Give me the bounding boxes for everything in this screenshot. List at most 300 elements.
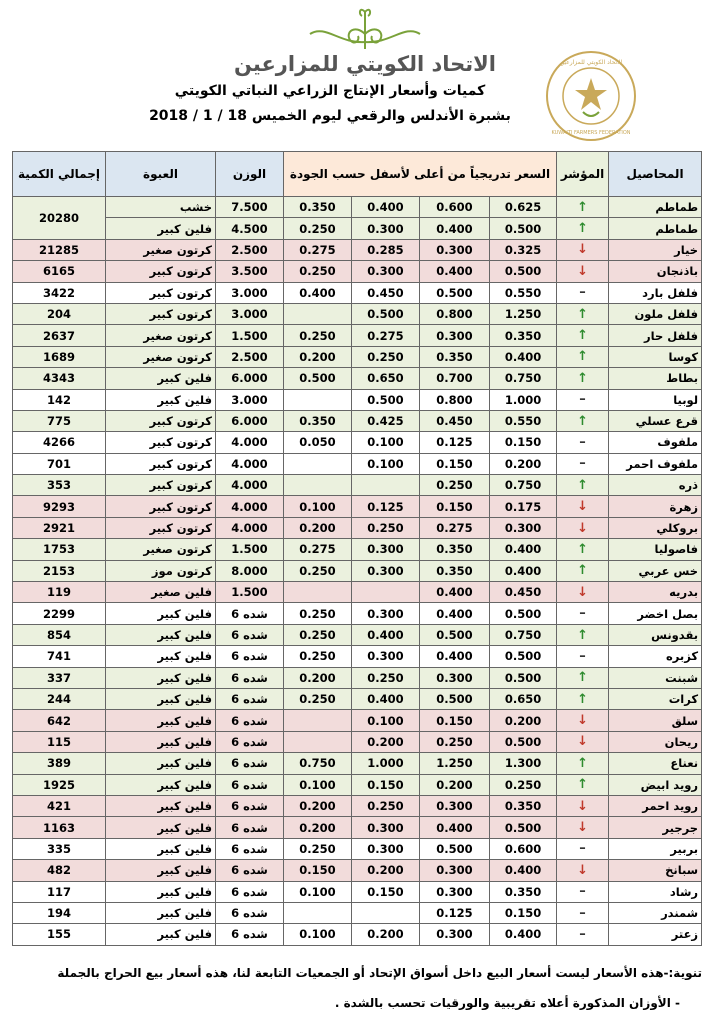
weight-cell: 6 شده (216, 731, 284, 752)
total-quantity-cell: 117 (13, 881, 106, 902)
weight-cell: 6 شده (216, 710, 284, 731)
price-cell-2: 0.250 (420, 475, 490, 496)
indicator-arrow-icon: ↓ (557, 261, 609, 282)
package-cell: فلين كبير (106, 603, 216, 624)
header-weight: الوزن (216, 152, 284, 197)
price-cell-1: 0.500 (490, 261, 557, 282)
price-cell-1: 0.250 (490, 774, 557, 795)
total-quantity-cell: 389 (13, 753, 106, 774)
price-cell-2: 0.400 (420, 646, 490, 667)
price-cell-4: 0.250 (284, 325, 352, 346)
table-row (13, 453, 702, 474)
price-cell-3: 0.300 (352, 539, 420, 560)
product-name-cell: خس عربي (609, 560, 702, 581)
indicator-arrow-icon: – (557, 902, 609, 923)
price-cell-4: 0.250 (284, 624, 352, 645)
price-cell-4: 0.250 (284, 560, 352, 581)
table-row (13, 410, 702, 431)
price-cell-3: 0.300 (352, 817, 420, 838)
price-cell-4: 0.275 (284, 239, 352, 260)
price-cell-1: 0.350 (490, 325, 557, 346)
total-quantity-cell: 20280 (13, 197, 106, 240)
product-name-cell: ملفوف (609, 432, 702, 453)
table-body (13, 197, 702, 946)
price-cell-2: 0.400 (420, 603, 490, 624)
price-cell-3: 0.275 (352, 325, 420, 346)
weight-cell: 4.000 (216, 517, 284, 538)
indicator-arrow-icon: – (557, 389, 609, 410)
total-quantity-cell: 854 (13, 624, 106, 645)
product-name-cell: بدريه (609, 582, 702, 603)
indicator-arrow-icon: ↑ (557, 688, 609, 709)
indicator-arrow-icon: ↑ (557, 218, 609, 239)
table-row (13, 902, 702, 923)
weight-cell: 6 شده (216, 881, 284, 902)
price-cell-2: 0.300 (420, 860, 490, 881)
price-cell-2: 0.300 (420, 924, 490, 945)
indicator-arrow-icon: ↑ (557, 560, 609, 581)
table-row (13, 860, 702, 881)
package-cell: فلين كبير (106, 710, 216, 731)
package-cell: كرتون صغير (106, 239, 216, 260)
total-quantity-cell: 335 (13, 838, 106, 859)
indicator-arrow-icon: ↑ (557, 774, 609, 795)
total-quantity-cell: 642 (13, 710, 106, 731)
total-quantity-cell: 9293 (13, 496, 106, 517)
total-quantity-cell: 353 (13, 475, 106, 496)
price-cell-2: 0.600 (420, 197, 490, 218)
product-name-cell: رويد احمر (609, 795, 702, 816)
indicator-arrow-icon: ↓ (557, 239, 609, 260)
total-quantity-cell: 2153 (13, 560, 106, 581)
indicator-arrow-icon: ↓ (557, 517, 609, 538)
weight-cell: 4.000 (216, 475, 284, 496)
product-name-cell: باذنجان (609, 261, 702, 282)
table-row (13, 731, 702, 752)
product-name-cell: فاصوليا (609, 539, 702, 560)
report-subtitle: كميات وأسعار الإنتاج الزراعي النباتي الكويتي (174, 83, 486, 99)
total-quantity-cell: 482 (13, 860, 106, 881)
product-name-cell: ذره (609, 475, 702, 496)
price-cell-4: 0.250 (284, 261, 352, 282)
price-cell-4: 0.500 (284, 368, 352, 389)
header-product: المحاصيل (609, 152, 702, 197)
price-cell-1: 0.200 (490, 453, 557, 474)
table-row (13, 282, 702, 303)
price-cell-1: 0.150 (490, 902, 557, 923)
product-name-cell: كوسا (609, 346, 702, 367)
price-cell-2: 0.450 (420, 410, 490, 431)
table-row (13, 346, 702, 367)
table-row (13, 795, 702, 816)
weight-cell: 7.500 (216, 197, 284, 218)
price-cell-2: 0.300 (420, 239, 490, 260)
total-quantity-cell: 244 (13, 688, 106, 709)
package-cell: كرتون كبير (106, 410, 216, 431)
package-cell: فلين كبير (106, 838, 216, 859)
price-cell-4: 0.200 (284, 346, 352, 367)
price-cell-1: 0.750 (490, 368, 557, 389)
weight-cell: 4.000 (216, 432, 284, 453)
product-name-cell: خيار (609, 239, 702, 260)
product-name-cell: لوبيا (609, 389, 702, 410)
price-cell-2: 0.200 (420, 774, 490, 795)
price-cell-1: 0.200 (490, 710, 557, 731)
price-cell-2: 0.400 (420, 582, 490, 603)
weight-cell: 6.000 (216, 368, 284, 389)
price-cell-4 (284, 731, 352, 752)
product-name-cell: شمندر (609, 902, 702, 923)
price-cell-1: 0.175 (490, 496, 557, 517)
price-cell-3: 0.300 (352, 560, 420, 581)
price-cell-1: 0.650 (490, 688, 557, 709)
weight-cell: 6 شده (216, 860, 284, 881)
table-row (13, 261, 702, 282)
total-quantity-cell: 741 (13, 646, 106, 667)
price-cell-4: 0.250 (284, 688, 352, 709)
disclaimer-note: تنوية:-هذه الأسعار ليست أسعار البيع داخل أسواق الإتحاد أو الجمعيات التابعة لنا، هذه أسعار بيع الحراج بالجملة (57, 966, 702, 980)
package-cell: كرتون كبير (106, 303, 216, 324)
prices-table (12, 151, 702, 946)
package-cell: فلين كبير (106, 881, 216, 902)
price-cell-3: 1.000 (352, 753, 420, 774)
price-cell-1: 0.550 (490, 410, 557, 431)
price-cell-3 (352, 475, 420, 496)
package-cell: فلين صغير (106, 582, 216, 603)
table-row (13, 325, 702, 346)
price-cell-1: 0.400 (490, 560, 557, 581)
price-cell-1: 1.250 (490, 303, 557, 324)
package-cell: فلين كبير (106, 924, 216, 945)
price-cell-4: 0.200 (284, 667, 352, 688)
package-cell: فلين كبير (106, 667, 216, 688)
indicator-arrow-icon: – (557, 646, 609, 667)
total-quantity-cell: 4343 (13, 368, 106, 389)
price-cell-3: 0.500 (352, 389, 420, 410)
package-cell: كرتون كبير (106, 282, 216, 303)
report-date-line: بشبرة الأندلس والرقعي ليوم الخميس 18 / 1 / 2018 (149, 108, 511, 124)
price-cell-4: 0.250 (284, 646, 352, 667)
table-row (13, 303, 702, 324)
price-cell-4 (284, 389, 352, 410)
product-name-cell: سلق (609, 710, 702, 731)
price-cell-3 (352, 902, 420, 923)
package-cell: فلين كبير (106, 753, 216, 774)
price-cell-4: 0.100 (284, 924, 352, 945)
weight-cell: 4.000 (216, 453, 284, 474)
price-cell-1: 0.400 (490, 346, 557, 367)
price-cell-3: 0.300 (352, 261, 420, 282)
indicator-arrow-icon: ↓ (557, 731, 609, 752)
package-cell: فلين كبير (106, 688, 216, 709)
product-name-cell: زعتر (609, 924, 702, 945)
weight-cell: 4.500 (216, 218, 284, 239)
price-cell-4: 0.100 (284, 496, 352, 517)
price-cell-4: 0.200 (284, 795, 352, 816)
table-row (13, 624, 702, 645)
price-cell-1: 0.500 (490, 646, 557, 667)
price-cell-4: 0.400 (284, 282, 352, 303)
price-cell-3: 0.100 (352, 432, 420, 453)
price-cell-4 (284, 710, 352, 731)
indicator-arrow-icon: ↑ (557, 303, 609, 324)
package-cell: فلين كبير (106, 774, 216, 795)
price-cell-4: 0.250 (284, 218, 352, 239)
product-name-cell: بصل اخضر (609, 603, 702, 624)
price-cell-4: 0.250 (284, 603, 352, 624)
package-cell: فلين كبير (106, 646, 216, 667)
product-name-cell: فلفل ملون (609, 303, 702, 324)
price-cell-3: 0.400 (352, 197, 420, 218)
table-row (13, 475, 702, 496)
package-cell: كرتون كبير (106, 517, 216, 538)
price-cell-3: 0.300 (352, 218, 420, 239)
table-row (13, 774, 702, 795)
total-quantity-cell: 21285 (13, 239, 106, 260)
weight-cell: 2.500 (216, 346, 284, 367)
price-cell-1: 0.300 (490, 517, 557, 538)
indicator-arrow-icon: ↑ (557, 753, 609, 774)
table-row (13, 582, 702, 603)
weight-cell: 8.000 (216, 560, 284, 581)
table-row (13, 197, 702, 218)
table-row (13, 667, 702, 688)
price-cell-2: 0.300 (420, 795, 490, 816)
price-cell-2: 0.800 (420, 303, 490, 324)
total-quantity-cell: 1163 (13, 817, 106, 838)
table-row (13, 603, 702, 624)
price-cell-2: 0.275 (420, 517, 490, 538)
price-cell-2: 0.350 (420, 346, 490, 367)
indicator-arrow-icon: – (557, 432, 609, 453)
price-cell-2: 0.150 (420, 496, 490, 517)
price-cell-4 (284, 303, 352, 324)
package-cell: فلين كبير (106, 795, 216, 816)
indicator-arrow-icon: ↓ (557, 582, 609, 603)
price-cell-2: 0.400 (420, 218, 490, 239)
indicator-arrow-icon: ↑ (557, 197, 609, 218)
price-cell-2: 1.250 (420, 753, 490, 774)
indicator-arrow-icon: ↑ (557, 368, 609, 389)
price-cell-2: 0.500 (420, 838, 490, 859)
price-cell-1: 0.500 (490, 603, 557, 624)
total-quantity-cell: 2921 (13, 517, 106, 538)
indicator-arrow-icon: – (557, 838, 609, 859)
price-cell-1: 0.150 (490, 432, 557, 453)
price-cell-1: 0.500 (490, 817, 557, 838)
price-cell-3: 0.100 (352, 453, 420, 474)
product-name-cell: زهرة (609, 496, 702, 517)
weight-cell: 6 شده (216, 795, 284, 816)
price-cell-4: 0.200 (284, 517, 352, 538)
product-name-cell: قرع عسلي (609, 410, 702, 431)
price-cell-1: 0.550 (490, 282, 557, 303)
weight-cell: 6 شده (216, 774, 284, 795)
price-cell-3: 0.100 (352, 710, 420, 731)
price-cell-4 (284, 453, 352, 474)
indicator-arrow-icon: ↑ (557, 475, 609, 496)
indicator-arrow-icon: – (557, 924, 609, 945)
total-quantity-cell: 701 (13, 453, 106, 474)
weight-cell: 6 شده (216, 646, 284, 667)
price-cell-2: 0.125 (420, 902, 490, 923)
weight-cell: 6 شده (216, 667, 284, 688)
price-cell-4: 0.750 (284, 753, 352, 774)
price-cell-1: 0.750 (490, 475, 557, 496)
indicator-arrow-icon: ↑ (557, 410, 609, 431)
weight-cell: 6 شده (216, 624, 284, 645)
total-quantity-cell: 155 (13, 924, 106, 945)
price-cell-4 (284, 475, 352, 496)
weight-cell: 6 شده (216, 603, 284, 624)
package-cell: خشب (106, 197, 216, 218)
total-quantity-cell: 204 (13, 303, 106, 324)
price-cell-4: 0.275 (284, 539, 352, 560)
weight-cell: 6 شده (216, 817, 284, 838)
price-cell-1: 0.400 (490, 924, 557, 945)
weight-cell: 3.000 (216, 303, 284, 324)
price-cell-4: 0.100 (284, 881, 352, 902)
indicator-arrow-icon: ↑ (557, 539, 609, 560)
price-cell-2: 0.500 (420, 624, 490, 645)
price-cell-3: 0.200 (352, 924, 420, 945)
price-cell-1: 0.350 (490, 795, 557, 816)
product-name-cell: كرات (609, 688, 702, 709)
price-cell-2: 0.250 (420, 731, 490, 752)
package-cell: كرتون كبير (106, 496, 216, 517)
package-cell: فلين كبير (106, 368, 216, 389)
product-name-cell: شبنت (609, 667, 702, 688)
table-row (13, 517, 702, 538)
total-quantity-cell: 142 (13, 389, 106, 410)
price-cell-1: 0.450 (490, 582, 557, 603)
price-cell-1: 0.400 (490, 539, 557, 560)
price-cell-2: 0.500 (420, 282, 490, 303)
price-cell-4: 0.350 (284, 197, 352, 218)
price-cell-1: 1.300 (490, 753, 557, 774)
weight-cell: 6 شده (216, 753, 284, 774)
package-cell: كرتون موز (106, 560, 216, 581)
price-cell-2: 0.400 (420, 261, 490, 282)
price-cell-1: 0.400 (490, 860, 557, 881)
price-cell-3: 0.250 (352, 517, 420, 538)
table-row (13, 817, 702, 838)
product-name-cell: بربير (609, 838, 702, 859)
price-cell-4 (284, 902, 352, 923)
package-cell: فلين كبير (106, 624, 216, 645)
package-cell: فلين كبير (106, 389, 216, 410)
total-quantity-cell: 1925 (13, 774, 106, 795)
decorative-ornament (300, 4, 430, 54)
package-cell: كرتون كبير (106, 432, 216, 453)
price-cell-3: 0.250 (352, 795, 420, 816)
indicator-arrow-icon: ↓ (557, 860, 609, 881)
product-name-cell: بطاط (609, 368, 702, 389)
price-cell-1: 0.500 (490, 667, 557, 688)
indicator-arrow-icon: ↑ (557, 325, 609, 346)
price-cell-3: 0.425 (352, 410, 420, 431)
price-cell-3: 0.285 (352, 239, 420, 260)
price-cell-3: 0.300 (352, 646, 420, 667)
indicator-arrow-icon: ↑ (557, 624, 609, 645)
table-row (13, 753, 702, 774)
indicator-arrow-icon: ↑ (557, 346, 609, 367)
total-quantity-cell: 2637 (13, 325, 106, 346)
product-name-cell: طماطم (609, 197, 702, 218)
table-row (13, 368, 702, 389)
price-cell-2: 0.125 (420, 432, 490, 453)
price-cell-3 (352, 582, 420, 603)
total-quantity-cell: 194 (13, 902, 106, 923)
indicator-arrow-icon: – (557, 453, 609, 474)
total-quantity-cell: 1689 (13, 346, 106, 367)
price-cell-2: 0.300 (420, 667, 490, 688)
indicator-arrow-icon: – (557, 603, 609, 624)
product-name-cell: بقدونس (609, 624, 702, 645)
weight-cell: 4.000 (216, 496, 284, 517)
indicator-arrow-icon: – (557, 282, 609, 303)
total-quantity-cell: 4266 (13, 432, 106, 453)
product-name-cell: طماطم (609, 218, 702, 239)
weight-cell: 3.000 (216, 389, 284, 410)
weight-cell: 6 شده (216, 688, 284, 709)
price-cell-3: 0.650 (352, 368, 420, 389)
indicator-arrow-icon: – (557, 881, 609, 902)
product-name-cell: نعناع (609, 753, 702, 774)
table-row (13, 496, 702, 517)
total-quantity-cell: 3422 (13, 282, 106, 303)
product-name-cell: ريحان (609, 731, 702, 752)
total-quantity-cell: 421 (13, 795, 106, 816)
price-cell-1: 0.500 (490, 731, 557, 752)
weight-cell: 6.000 (216, 410, 284, 431)
weight-cell: 6 شده (216, 838, 284, 859)
price-cell-4: 0.350 (284, 410, 352, 431)
price-cell-1: 0.500 (490, 218, 557, 239)
price-cell-2: 0.150 (420, 453, 490, 474)
price-cell-2: 0.350 (420, 560, 490, 581)
price-cell-3: 0.150 (352, 774, 420, 795)
indicator-arrow-icon: ↑ (557, 667, 609, 688)
price-cell-4: 0.200 (284, 817, 352, 838)
header-price: السعر تدريجياً من أعلى لأسفل حسب الجودة (284, 152, 557, 197)
indicator-arrow-icon: ↓ (557, 496, 609, 517)
header-indicator: المؤشر (557, 152, 609, 197)
weight-cell: 1.500 (216, 582, 284, 603)
product-name-cell: جرجير (609, 817, 702, 838)
product-name-cell: سبانخ (609, 860, 702, 881)
product-name-cell: بروكلي (609, 517, 702, 538)
price-cell-3: 0.300 (352, 603, 420, 624)
price-cell-1: 0.750 (490, 624, 557, 645)
table-header-row (13, 152, 702, 197)
table-row (13, 218, 702, 239)
product-name-cell: فلفل حار (609, 325, 702, 346)
price-cell-1: 1.000 (490, 389, 557, 410)
package-cell: فلين كبير (106, 731, 216, 752)
price-cell-3: 0.250 (352, 346, 420, 367)
package-cell: فلين كبير (106, 902, 216, 923)
price-cell-2: 0.500 (420, 688, 490, 709)
total-quantity-cell: 119 (13, 582, 106, 603)
price-cell-3: 0.150 (352, 881, 420, 902)
table-row (13, 924, 702, 945)
package-cell: كرتون كبير (106, 261, 216, 282)
price-cell-4: 0.100 (284, 774, 352, 795)
price-cell-1: 0.325 (490, 239, 557, 260)
table-row (13, 539, 702, 560)
logo-english-text: KUWAITI FARMERS FEDERATION (551, 130, 631, 136)
